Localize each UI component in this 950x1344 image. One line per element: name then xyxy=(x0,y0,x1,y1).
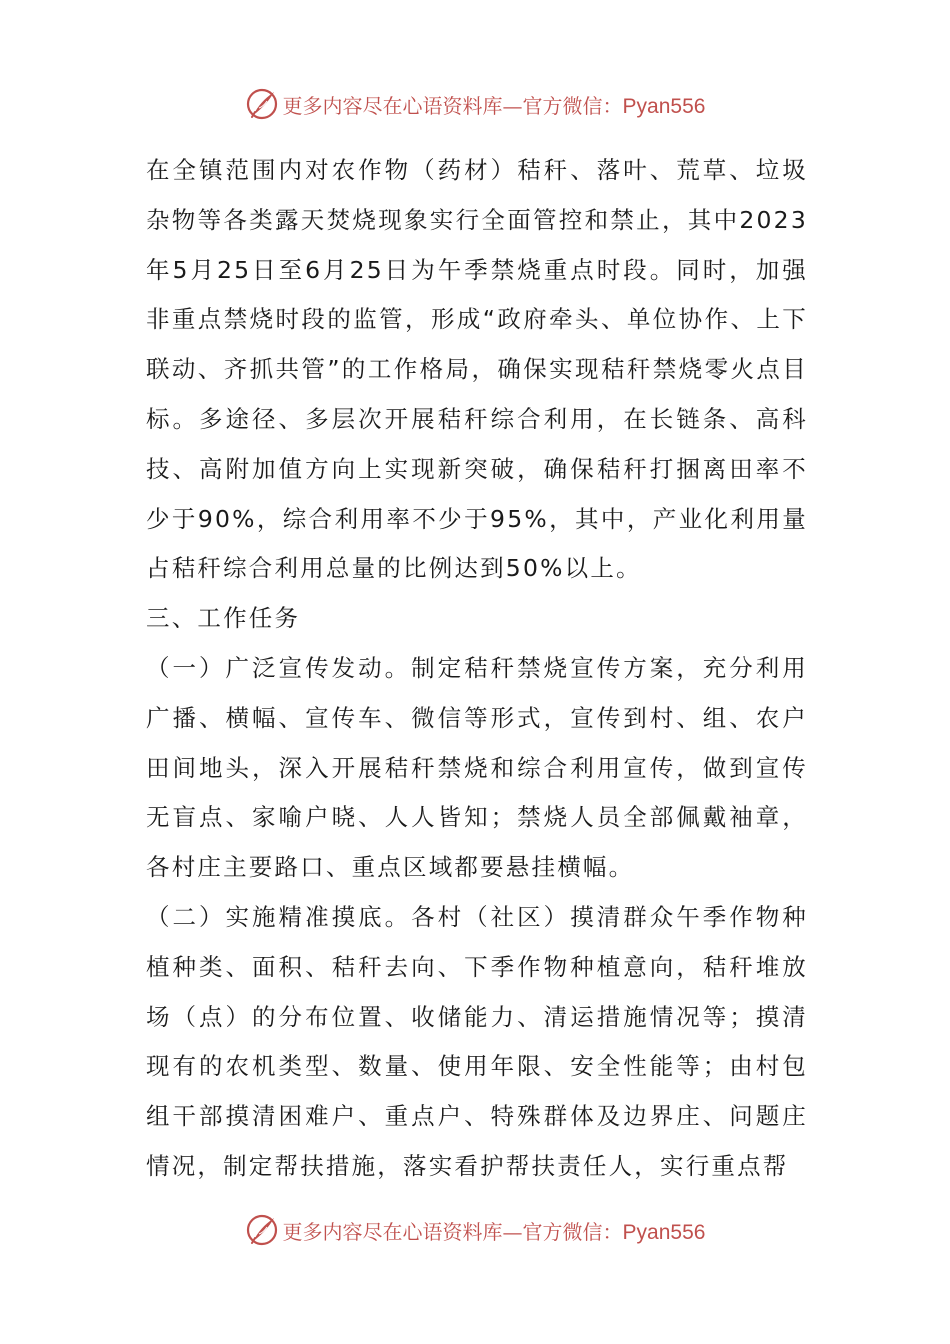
banner-text: 更多内容尽在心语资料库—官方微信：Pyan556 xyxy=(282,93,706,118)
header-banner xyxy=(0,84,950,124)
body-paragraph-publicity: （一）广泛宣传发动。制定秸秆禁烧宣传方案，充分利用广播、横幅、宣传车、微信等形式，宣传到村、组、农户田间地头，深入开展秸秆禁烧和综合利用宣传，做到宣传无盲点、家喻户晓、人人皆知；禁烧人员全部佩戴袖章，各村庄主要路口、重点区域都要悬挂横幅。 xyxy=(146,653,808,882)
wechat-account: Pyan556 xyxy=(622,94,706,118)
footer-banner xyxy=(0,1210,950,1250)
quill-pen-logo-icon xyxy=(245,1213,279,1247)
quill-pen-logo-icon xyxy=(245,87,279,121)
wechat-account: Pyan556 xyxy=(622,1220,706,1244)
body-paragraph-1: 在全镇范围内对农作物（药材）秸秆、落叶、荒草、垃圾杂物等各类露天焚烧现象实行全面管控和禁止，其中2023年5月25日至6月25日为午季禁烧重点时段。同时，加强非重点禁烧时段的监管，形成“政府牵头、单位协作、上下联动、齐抓共管”的工作格局，确保实现秸秆禁烧零火点目标。多途径、多层次开展秸秆综合利用，在长链条、高科技、高附加值方向上实现新突破，确保秸秆打捆离田率不少于90%，综合利用率不少于95%，其中，产业化利用量占秸秆综合利用总量的比例达到50%以上。 xyxy=(146,156,808,583)
body-paragraph-survey: （二）实施精准摸底。各村（社区）摸清群众午季作物种植种类、面积、秸秆去向、下季作物种植意向，秸秆堆放场（点）的分布位置、收储能力、清运措施情况等；摸清现有的农机类型、数量、使用年限、安全性能等；由村包组干部摸清困难户、重点户、特殊群体及边界庄、问题庄情况，制定帮扶措施，落实看护帮扶责任人，实行重点帮 xyxy=(146,902,808,1180)
document-body xyxy=(146,146,808,1192)
section-heading-work-tasks: 三、工作任务 xyxy=(146,604,301,633)
banner-text: 更多内容尽在心语资料库—官方微信：Pyan556 xyxy=(282,1219,706,1244)
